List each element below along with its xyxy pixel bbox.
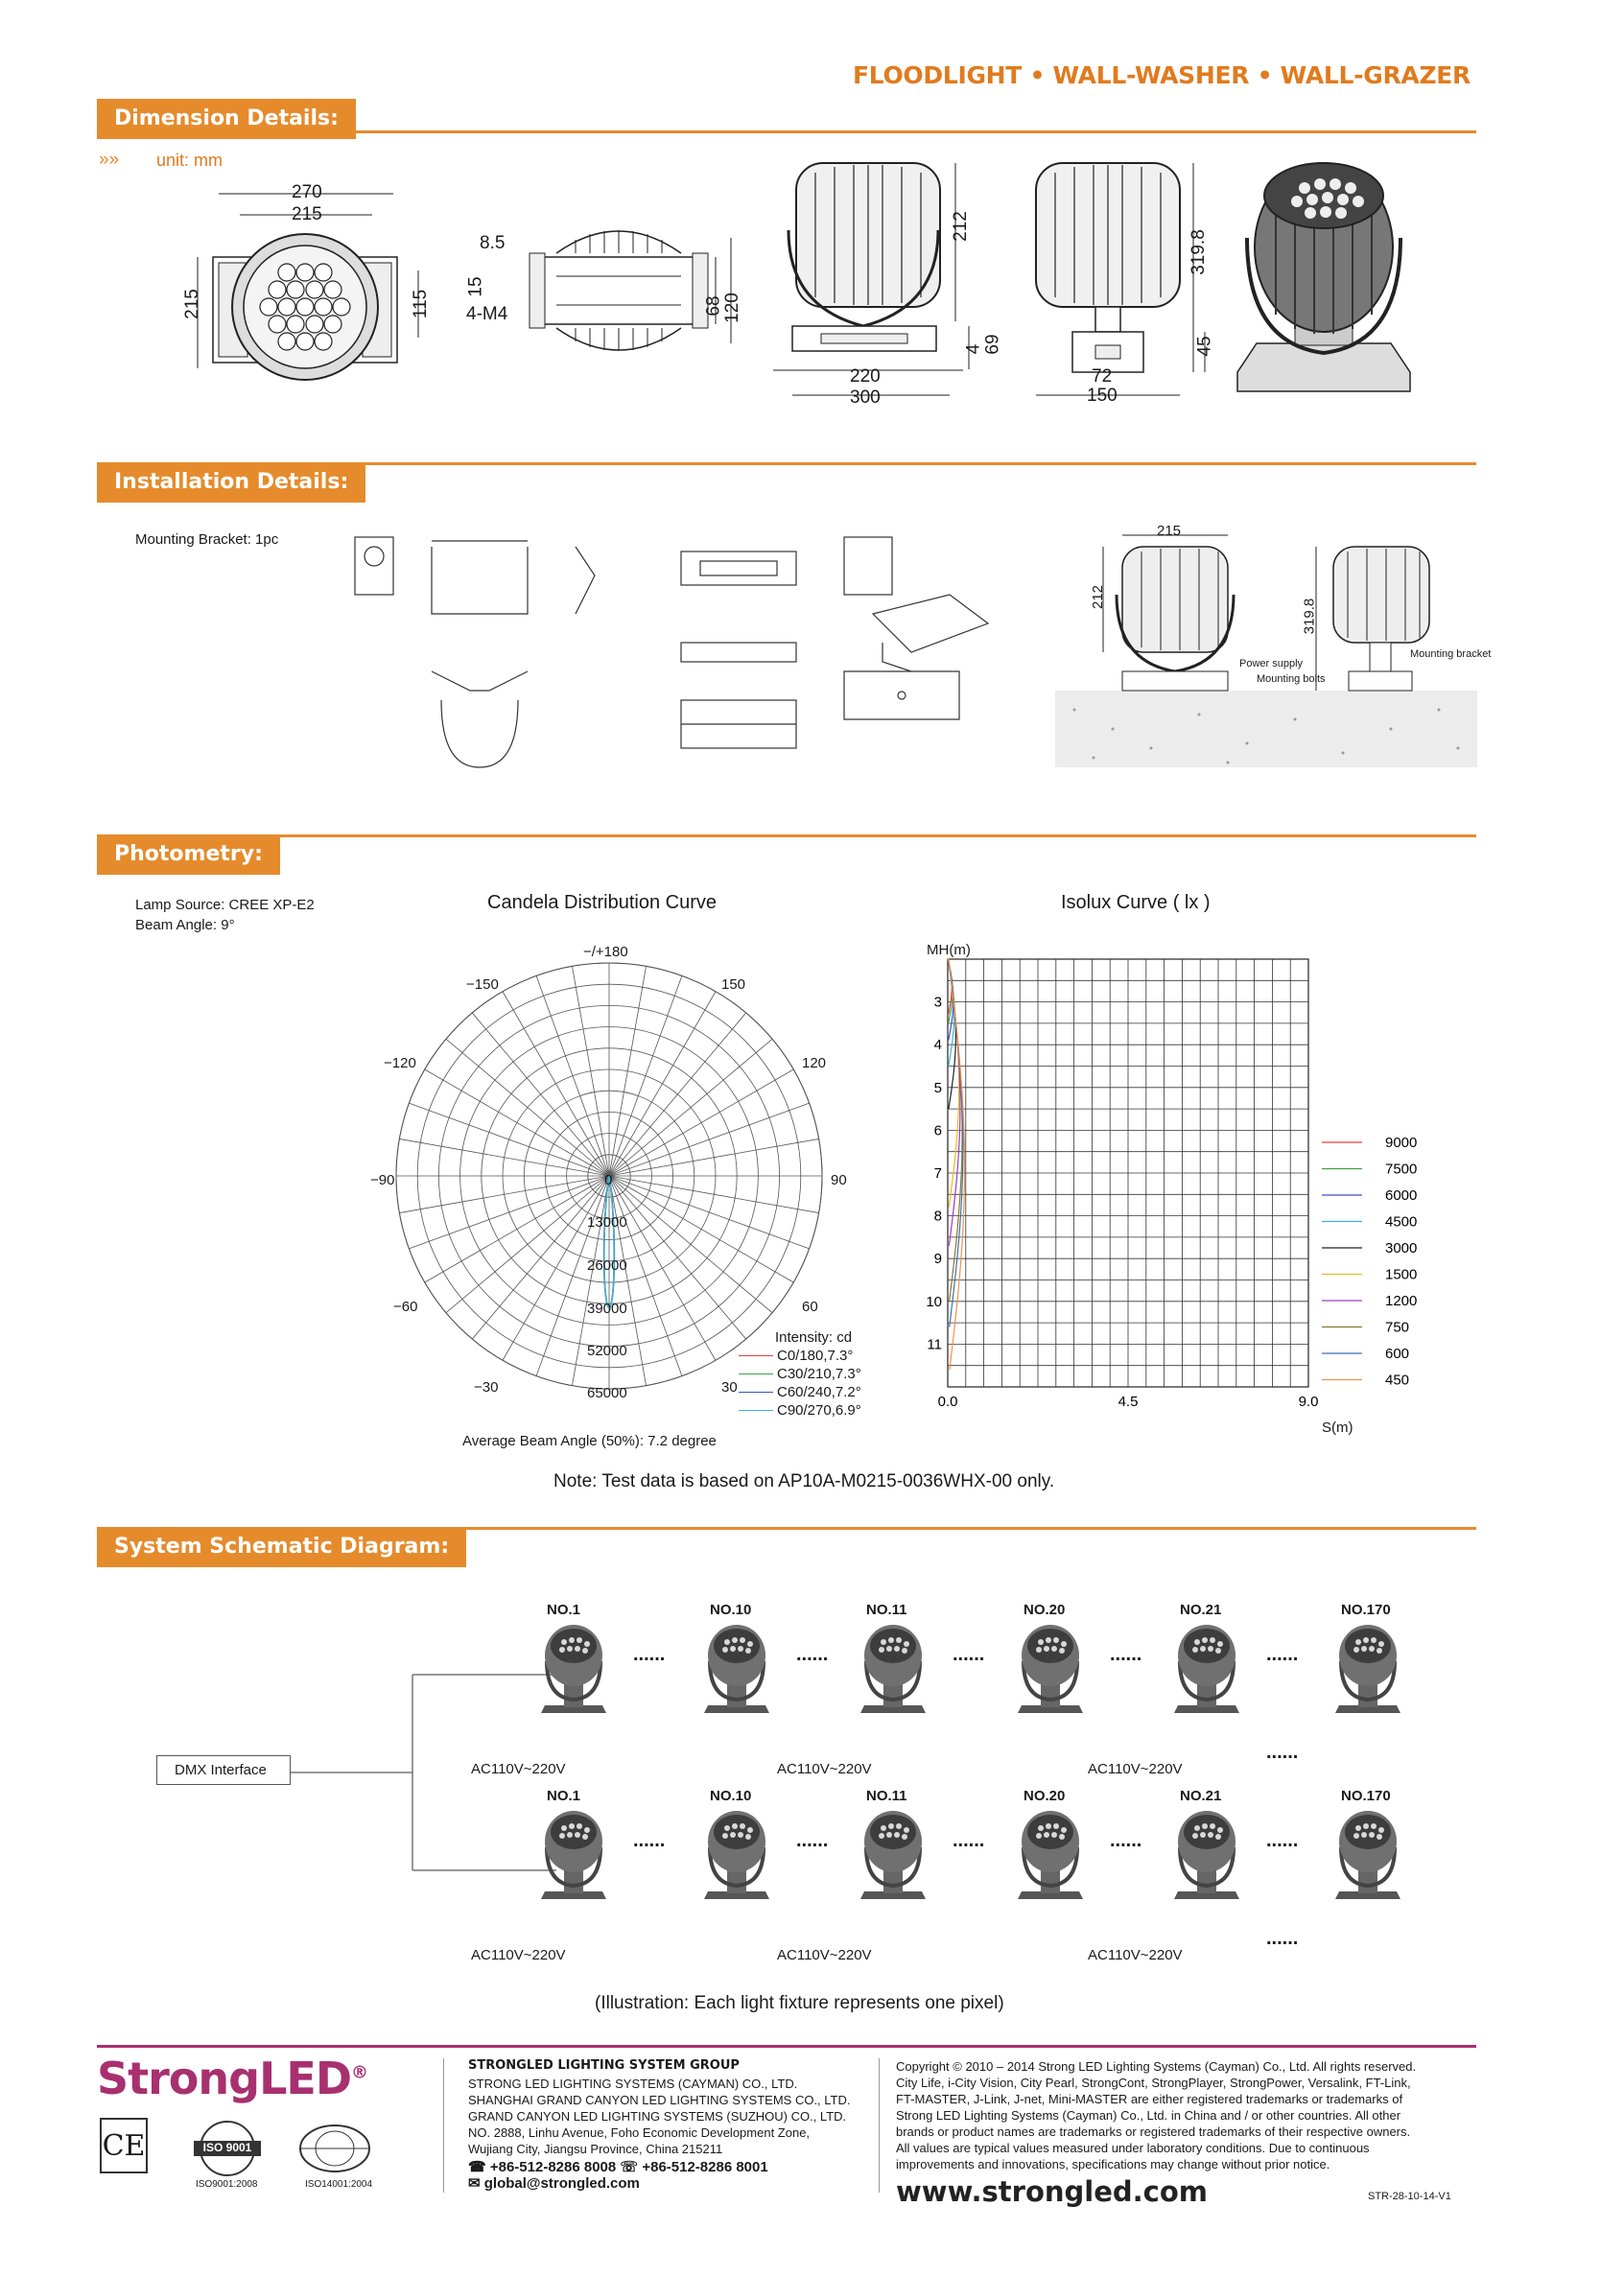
section-divider bbox=[97, 834, 1476, 837]
ring-label-3: 39000 bbox=[587, 1301, 627, 1317]
angle-90: 90 bbox=[831, 1172, 847, 1188]
copyright-line: Strong LED Lighting Systems (Cayman) Co., Ltd. in China and / or other countries. All other bbox=[896, 2108, 1401, 2123]
continuation-dots: ...... bbox=[1266, 1928, 1299, 1949]
chain-dots: ...... bbox=[1110, 1830, 1142, 1851]
ac-voltage-label: AC110V~220V bbox=[777, 1761, 872, 1777]
isolux-legend-label: 450 bbox=[1385, 1372, 1410, 1389]
ce-mark-icon: CE bbox=[100, 2118, 148, 2173]
angle-60: 60 bbox=[802, 1299, 818, 1315]
angle-minus120: −120 bbox=[384, 1055, 416, 1071]
dim-v4-w1: 72 bbox=[1092, 366, 1113, 387]
phone-icon: ☎ bbox=[468, 2159, 490, 2175]
company-line: GRAND CANYON LED LIGHTING SYSTEMS (SUZHOU) CO., LTD. bbox=[468, 2109, 847, 2124]
angle-150: 150 bbox=[721, 976, 746, 993]
intensity-label: Intensity: cd bbox=[775, 1329, 853, 1346]
footer-company-block bbox=[468, 2058, 871, 2192]
unit-label: unit: mm bbox=[156, 151, 224, 170]
page-header-title: FLOODLIGHT • WALL-WASHER • WALL-GRAZER bbox=[852, 61, 1471, 89]
dmx-interface-box: DMX Interface bbox=[156, 1755, 291, 1785]
iso9001-label: ISO9001:2008 bbox=[196, 2179, 258, 2190]
isolux-legend-label: 1500 bbox=[1385, 1266, 1418, 1283]
dim-front-outer-width: 270 bbox=[292, 182, 322, 202]
polar-legend-item: C30/210,7.3° bbox=[739, 1365, 883, 1383]
floodlight-fixture-icon bbox=[1168, 1809, 1245, 1906]
dim-front-inner-width: 215 bbox=[292, 204, 322, 224]
isolux-chart-title: Isolux Curve ( lx ) bbox=[1061, 892, 1211, 913]
isolux-y-tick: 3 bbox=[933, 994, 942, 1011]
address-line: Wujiang City, Jiangsu Province, China 215211 bbox=[468, 2142, 723, 2156]
dim-v3-height: 212 bbox=[950, 211, 971, 242]
illustration-note: (Illustration: Each light fixture represents one pixel) bbox=[595, 1993, 1004, 2013]
isolux-y-tick: 10 bbox=[926, 1293, 942, 1310]
iso14001-label: ISO14001:2004 bbox=[305, 2179, 373, 2190]
chain-dots: ...... bbox=[953, 1644, 985, 1665]
ring-label-4: 52000 bbox=[587, 1343, 627, 1359]
chevron-icon: »» bbox=[99, 150, 120, 170]
isolux-x-axis-label: S(m) bbox=[1322, 1420, 1353, 1436]
ac-voltage-label: AC110V~220V bbox=[1088, 1947, 1183, 1963]
ac-voltage-label: AC110V~220V bbox=[471, 1761, 566, 1777]
isolux-y-tick: 5 bbox=[933, 1079, 942, 1096]
polar-grid-spoke bbox=[609, 1039, 772, 1176]
fixture-row-2 bbox=[0, 1788, 1624, 1960]
copyright-line: Copyright © 2010 – 2014 Strong LED Lighting Systems (Cayman) Co., Ltd. All rights reserved. bbox=[896, 2059, 1417, 2074]
dim-v3-w1: 220 bbox=[850, 366, 881, 387]
isolux-y-tick: 4 bbox=[933, 1037, 942, 1054]
polar-grid-spoke bbox=[446, 1039, 609, 1176]
chain-dots: ...... bbox=[1110, 1644, 1142, 1665]
section-title-photometry: Photometry: bbox=[97, 834, 280, 875]
fixture-number-label: NO.170 bbox=[1341, 1602, 1391, 1618]
angle-top: −/+180 bbox=[583, 944, 628, 960]
floodlight-fixture-icon bbox=[1012, 1809, 1089, 1906]
section-title-installation: Installation Details: bbox=[97, 462, 365, 503]
isolux-y-tick: 7 bbox=[933, 1165, 942, 1182]
floodlight-fixture-icon bbox=[698, 1809, 775, 1906]
polar-legend-item: C0/180,7.3° bbox=[739, 1347, 883, 1365]
angle-120: 120 bbox=[802, 1055, 827, 1071]
floodlight-fixture-icon bbox=[698, 1623, 775, 1720]
floodlight-fixture-icon bbox=[1330, 1809, 1406, 1906]
floodlight-fixture-icon bbox=[855, 1809, 931, 1906]
polar-grid-spoke bbox=[472, 1013, 609, 1176]
isolux-x-tick: 0.0 bbox=[937, 1394, 958, 1410]
angle-minus60: −60 bbox=[393, 1299, 418, 1315]
floodlight-fixture-icon bbox=[1330, 1623, 1406, 1720]
fax-icon: ☏ bbox=[620, 2159, 643, 2175]
polar-grid-spoke bbox=[609, 1176, 772, 1313]
power-supply-label: Power supply bbox=[1239, 658, 1304, 669]
iso14001-globe-icon bbox=[297, 2122, 372, 2175]
floodlight-fixture-icon bbox=[535, 1809, 612, 1906]
company-line: SHANGHAI GRAND CANYON LED LIGHTING SYSTEMS CO., LTD. bbox=[468, 2093, 851, 2107]
fixture-number-label: NO.21 bbox=[1180, 1788, 1222, 1804]
ac-voltage-label: AC110V~220V bbox=[777, 1947, 872, 1963]
fixture-number-label: NO.20 bbox=[1024, 1602, 1066, 1618]
scene-width-label: 215 bbox=[1157, 523, 1182, 539]
dim-side-offset: 8.5 bbox=[480, 233, 506, 253]
copyright-line: brands or product names are trademarks or registered trademarks of their respective owners. bbox=[896, 2124, 1411, 2139]
company-line: STRONG LED LIGHTING SYSTEMS (CAYMAN) CO., LTD. bbox=[468, 2077, 798, 2091]
dim-front-bracket-height: 115 bbox=[411, 289, 432, 319]
mounting-bolts-label: Mounting bolts bbox=[1257, 673, 1326, 685]
copyright-block bbox=[896, 2058, 1481, 2172]
fixture-number-label: NO.1 bbox=[547, 1788, 581, 1804]
dim-v4-height: 319.8 bbox=[1188, 229, 1209, 275]
isolux-legend-label: 1200 bbox=[1385, 1293, 1418, 1309]
chain-dots: ...... bbox=[633, 1830, 666, 1851]
installation-scene bbox=[1055, 508, 1477, 767]
isolux-legend-label: 600 bbox=[1385, 1346, 1410, 1362]
test-data-note: Note: Test data is based on AP10A-M0215-0036WHX-00 only. bbox=[553, 1471, 1055, 1491]
isolux-legend-label: 6000 bbox=[1385, 1187, 1418, 1204]
side-bracket-view-drawing bbox=[767, 153, 998, 403]
beam-angle: Beam Angle: 9° bbox=[135, 917, 235, 933]
document-code: STR-28-10-14-V1 bbox=[1368, 2191, 1451, 2202]
polar-grid-spoke bbox=[609, 1176, 746, 1339]
dim-front-height: 215 bbox=[181, 289, 202, 319]
mail-icon: ✉ bbox=[468, 2175, 484, 2192]
fixture-number-label: NO.21 bbox=[1180, 1602, 1222, 1618]
scene-height-2: 319.8 bbox=[1301, 598, 1318, 635]
dim-side-screw: 4-M4 bbox=[466, 304, 508, 324]
isolux-y-tick: 8 bbox=[933, 1208, 942, 1225]
polar-grid-spoke bbox=[609, 1013, 746, 1176]
brand-logo: StrongLED® bbox=[97, 2053, 368, 2104]
scene-height-1: 212 bbox=[1090, 584, 1107, 610]
isolux-legend-label: 750 bbox=[1385, 1319, 1410, 1336]
isolux-y-tick: 9 bbox=[933, 1251, 942, 1268]
iso9001-badge-text: ISO 9001 bbox=[202, 2141, 252, 2154]
polar-legend-item: C60/240,7.2° bbox=[739, 1383, 883, 1401]
fixture-number-label: NO.11 bbox=[866, 1602, 907, 1618]
fixture-number-label: NO.170 bbox=[1341, 1788, 1391, 1804]
angle-minus30: −30 bbox=[474, 1379, 499, 1396]
isolux-x-tick: 9.0 bbox=[1298, 1394, 1319, 1410]
ring-label-2: 26000 bbox=[587, 1257, 627, 1274]
chain-dots: ...... bbox=[1266, 1644, 1299, 1665]
footer-divider bbox=[97, 2045, 1476, 2048]
lamp-source: Lamp Source: CREE XP-E2 bbox=[135, 897, 315, 913]
section-title-schematic: System Schematic Diagram: bbox=[97, 1527, 466, 1567]
isolux-x-tick: 4.5 bbox=[1118, 1394, 1139, 1410]
isolux-legend-label: 4500 bbox=[1385, 1213, 1418, 1231]
email-line[interactable]: ✉ global@strongled.com bbox=[468, 2175, 640, 2192]
chain-dots: ...... bbox=[796, 1830, 829, 1851]
chain-dots: ...... bbox=[1266, 1830, 1299, 1851]
section-title-dimension: Dimension Details: bbox=[97, 99, 356, 139]
polar-legend-item: C90/270,6.9° bbox=[739, 1401, 883, 1420]
ac-voltage-label: AC110V~220V bbox=[1088, 1761, 1183, 1777]
footer-separator bbox=[443, 2058, 444, 2193]
front-bracket-view-drawing bbox=[1026, 153, 1218, 403]
copyright-line: All values are typical values measured under laboratory conditions. Due to continuous bbox=[896, 2141, 1370, 2155]
fixture-number-label: NO.20 bbox=[1024, 1788, 1066, 1804]
dim-v4-d: 45 bbox=[1194, 336, 1215, 357]
copyright-line: City Life, i-City Vision, City Pearl, StrongCont, StrongPlayer, StrongPower, Versalink, FT-Link, bbox=[896, 2076, 1411, 2090]
fixture-row-1 bbox=[0, 1602, 1624, 1774]
phone-line: ☎ +86-512-8286 8008 ☏ +86-512-8286 8001 bbox=[468, 2159, 768, 2175]
isolux-chart bbox=[921, 957, 1458, 1456]
angle-minus150: −150 bbox=[466, 976, 499, 993]
ac-voltage-label: AC110V~220V bbox=[471, 1947, 566, 1963]
angle-30: 30 bbox=[721, 1379, 738, 1396]
website-link[interactable]: www.strongled.com bbox=[896, 2175, 1209, 2208]
dim-side-depth: 15 bbox=[465, 276, 486, 297]
continuation-dots: ...... bbox=[1266, 1742, 1299, 1763]
mounting-bracket-label: Mounting Bracket: 1pc bbox=[135, 531, 279, 548]
fixture-number-label: NO.10 bbox=[710, 1788, 752, 1804]
dim-side-inner: 68 bbox=[703, 295, 724, 317]
floodlight-fixture-icon bbox=[855, 1623, 931, 1720]
angle-minus90: −90 bbox=[370, 1172, 395, 1188]
polar-grid-spoke bbox=[446, 1176, 609, 1313]
group-name: STRONGLED LIGHTING SYSTEM GROUP bbox=[468, 2058, 740, 2073]
fixture-number-label: NO.10 bbox=[710, 1602, 752, 1618]
fixture-number-label: NO.1 bbox=[547, 1602, 581, 1618]
floodlight-fixture-icon bbox=[1168, 1623, 1245, 1720]
address-line: NO. 2888, Linhu Avenue, Foho Economic Development Zone, bbox=[468, 2125, 811, 2140]
ring-center-label: 0 bbox=[604, 1172, 613, 1188]
dim-v3-d1: 4 bbox=[963, 343, 984, 355]
ring-label-5: 65000 bbox=[587, 1385, 627, 1401]
bracket-technical-drawings bbox=[336, 518, 1026, 777]
floodlight-fixture-icon bbox=[1012, 1623, 1089, 1720]
mounting-bracket-scene-label: Mounting bracket bbox=[1410, 648, 1492, 660]
copyright-line: FT-MASTER, J-Link, J-net, Mini-MASTER are either registered trademarks or trademarks of bbox=[896, 2092, 1403, 2106]
isolux-y-axis-label: MH(m) bbox=[927, 942, 971, 958]
isolux-legend-label: 9000 bbox=[1385, 1135, 1418, 1151]
isolux-legend-label: 3000 bbox=[1385, 1240, 1418, 1256]
side-view-drawing bbox=[499, 219, 739, 382]
isolux-y-tick: 6 bbox=[933, 1122, 942, 1139]
candela-chart-title: Candela Distribution Curve bbox=[487, 892, 718, 913]
polar-legend bbox=[739, 1347, 883, 1420]
fixture-number-label: NO.11 bbox=[866, 1788, 907, 1804]
footer-separator bbox=[879, 2058, 880, 2193]
floodlight-fixture-icon bbox=[535, 1623, 612, 1720]
average-beam-angle: Average Beam Angle (50%): 7.2 degree bbox=[462, 1433, 717, 1449]
dim-v3-d2: 69 bbox=[982, 334, 1003, 355]
product-3d-view bbox=[1228, 152, 1420, 401]
ring-label-1: 13000 bbox=[587, 1214, 627, 1231]
chain-dots: ...... bbox=[633, 1644, 666, 1665]
isolux-legend-label: 7500 bbox=[1385, 1161, 1418, 1178]
dim-v4-w2: 150 bbox=[1087, 386, 1118, 406]
isolux-y-tick: 11 bbox=[927, 1336, 942, 1353]
chain-dots: ...... bbox=[796, 1644, 829, 1665]
dim-side-outer: 120 bbox=[721, 293, 742, 323]
chain-dots: ...... bbox=[953, 1830, 985, 1851]
copyright-line: improvements and innovations, specifications may change without prior notice. bbox=[896, 2157, 1330, 2171]
dim-v3-w2: 300 bbox=[850, 387, 881, 408]
